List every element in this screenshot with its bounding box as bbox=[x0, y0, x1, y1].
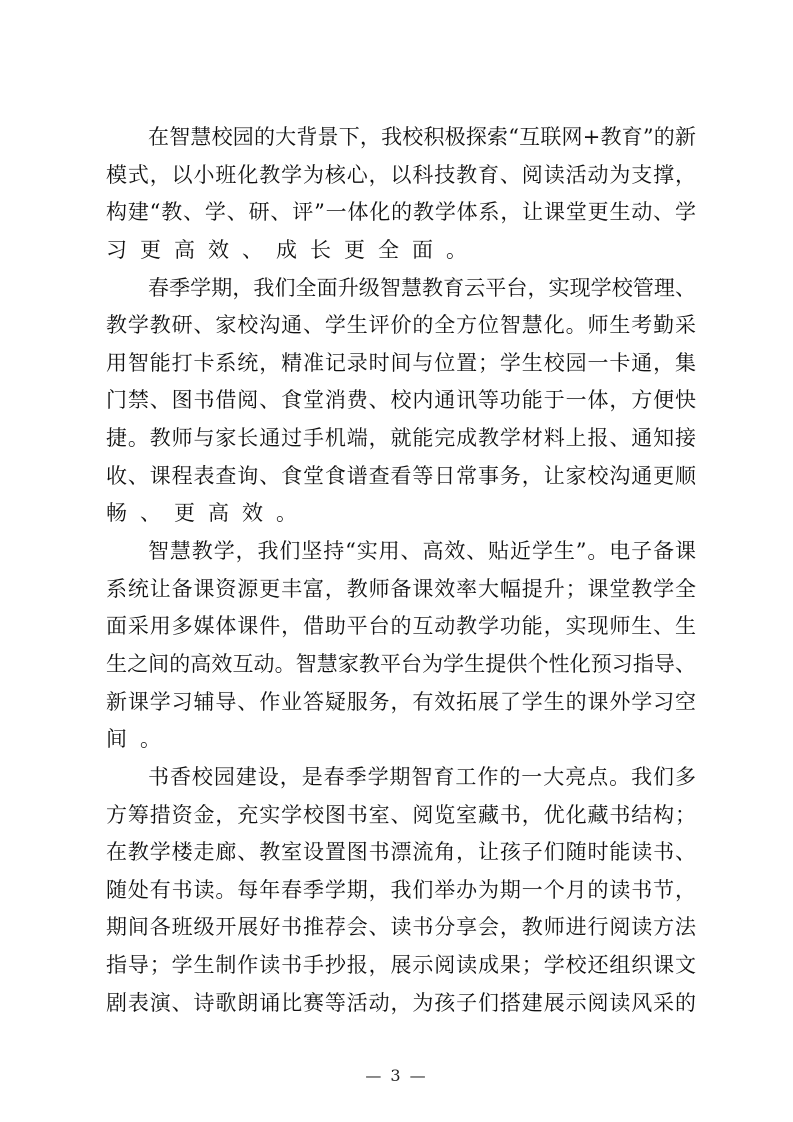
document-body bbox=[106, 122, 696, 1025]
text-line: 教学教研、家校沟通、学生评价的全方位智慧化。师生考勤采 bbox=[106, 313, 696, 338]
text-line: 门禁、图书借阅、食堂消费、校内通讯等功能于一体，方便快 bbox=[106, 388, 696, 413]
text-line: 新课学习辅导、作业答疑服务，有效拓展了学生的课外学习空 bbox=[106, 689, 696, 714]
text-line: 剧表演、诗歌朗诵比赛等活动，为孩子们搭建展示阅读风采的 bbox=[106, 990, 696, 1015]
text-line: 期间各班级开展好书推荐会、读书分享会，教师进行阅读方法 bbox=[106, 915, 696, 940]
text-line: 用智能打卡系统，精准记录时间与位置；学生校园一卡通，集 bbox=[106, 350, 696, 375]
text-line: 方筹措资金，充实学校图书室、阅览室藏书，优化藏书结构； bbox=[106, 802, 696, 827]
page-number: — 3 — bbox=[365, 1066, 428, 1085]
text-line: 捷。教师与家长通过手机端，就能完成教学材料上报、通知接 bbox=[106, 426, 696, 451]
paragraph bbox=[106, 536, 696, 762]
paragraph bbox=[106, 122, 696, 273]
paragraph bbox=[106, 273, 696, 536]
text-line: 构建“教、学、研、评”一体化的教学体系，让课堂更生动、学 bbox=[106, 200, 696, 225]
paragraph bbox=[106, 762, 696, 1025]
text-line: 智慧教学，我们坚持“实用、高效、贴近学生”。电子备课 bbox=[148, 539, 696, 564]
text-line: 模式，以小班化教学为核心，以科技教育、阅读活动为支撑， bbox=[106, 162, 696, 187]
text-line: 随处有书读。每年春季学期，我们举办为期一个月的读书节， bbox=[106, 877, 696, 902]
text-line: 间。 bbox=[106, 727, 174, 752]
text-line: 书香校园建设，是春季学期智育工作的一大亮点。我们多 bbox=[148, 764, 696, 789]
text-line: 在教学楼走廊、教室设置图书漂流角，让孩子们随时能读书、 bbox=[106, 840, 696, 865]
text-line: 收、课程表查询、食堂食谱查看等日常事务，让家校沟通更顺 bbox=[106, 463, 696, 488]
text-line: 系统让备课资源更丰富，教师备课效率大幅提升；课堂教学全 bbox=[106, 576, 696, 601]
text-line: 指导；学生制作读书手抄报，展示阅读成果；学校还组织课文 bbox=[106, 953, 696, 978]
text-line: 习更高效、成长更全面。 bbox=[106, 237, 480, 262]
text-line: 生之间的高效互动。智慧家教平台为学生提供个性化预习指导、 bbox=[106, 651, 696, 676]
text-line: 春季学期，我们全面升级智慧教育云平台，实现学校管理、 bbox=[148, 275, 696, 300]
text-line: 畅、更高效。 bbox=[106, 501, 310, 526]
text-line: 在智慧校园的大背景下，我校积极探索“互联网+教育”的新 bbox=[148, 125, 696, 149]
text-line: 面采用多媒体课件，借助平台的互动教学功能，实现师生、生 bbox=[106, 614, 696, 639]
